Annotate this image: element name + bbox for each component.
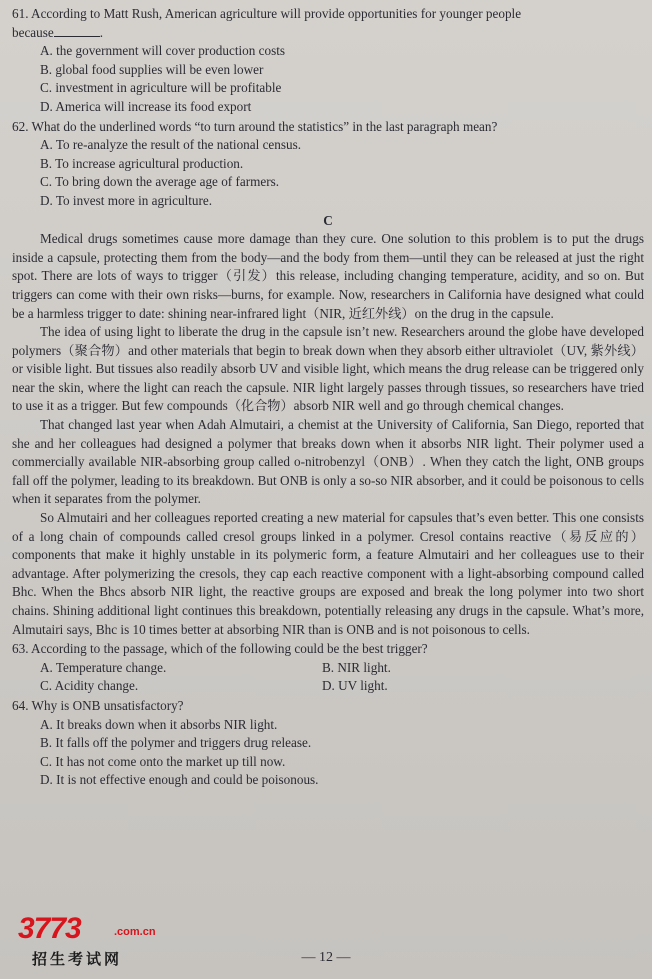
question-62-option-b: B. To increase agricultural production. [40,155,244,171]
question-63-option-d: D. UV light. [322,678,388,694]
question-63-options-row-2 [12,677,644,696]
question-64-option-b: B. It falls off the polymer and triggers drug release. [40,735,312,751]
site-watermark [18,912,188,972]
question-64-stem: 64. Why is ONB unsatisfactory? [12,697,184,713]
passage-paragraph-1: Medical drugs sometimes cause more damage than they cure. One solution to this problem is to put the drugs inside a capsule, protecting them from the body—and the body from them—until they can be released at just the right spot. There are lots of ways to trigger（引发）this release, including changing temperature, acidity, and so on. But triggers can come with their own risks—burns, for example. Now, researchers in California have designed what could be a harmless trigger to date: shining near-infrared light（NIR, 近红外线）on the drug in the capsule. [12,231,644,321]
question-63-stem: 63. According to the passage, which of the following could be the best trigger? [12,641,428,657]
question-64-option-d: D. It is not effective enough and could be poisonous. [40,772,319,788]
question-62 [12,118,644,211]
question-63-options-row-1 [12,659,644,678]
question-63-option-b: B. NIR light. [322,659,391,675]
question-64-option-c: C. It has not come onto the market up till now. [40,753,286,769]
watermark-number: 3773 [18,912,81,945]
watermark-subtitle: 招生考试网 [32,950,123,968]
question-61-option-c: C. investment in agriculture will be profitable [40,80,282,96]
question-61-stem-cont [12,24,644,43]
question-62-option-c: C. To bring down the average age of farmers. [40,174,280,190]
question-61-stem: 61. According to Matt Rush, American agriculture will provide opportunities for younger people [12,6,522,21]
passage-paragraph-3: That changed last year when Adah Almutairi, a chemist at the University of California, San Diego, reported that she and her colleagues had designed a polymer that breaks down when it absorbs NIR light. Their polymer used a commercially available NIR-absorbing group called o-nitrobenzyl（ONB）. When they catch the light, ONB groups fall off the polymer, leading to its breakdown. But ONB is only a so-so NIR absorber, and it could be poisonous to cells when it separates from the polymer. [12,417,644,507]
question-62-stem: 62. What do the underlined words “to turn around the statistics” in the last paragraph mean? [12,118,498,134]
question-63-option-c: C. Acidity change. [40,678,139,694]
passage-paragraph-4: So Almutairi and her colleagues reported creating a new material for capsules that’s even better. This one consists of a long chain of compounds called cresol groups linked in a polymer. Cresol contains reactive（易反应的）components that make it highly unstable in its polymeric form, a feature Almutairi and her colleagues use to their advantage. After polymerizing the cresols, they cap each reactive component with a light-absorbing compound called Bhc. When the Bhcs absorb NIR light, the reactive groups are exposed and break the long polymer into two short chains. Shining additional light continues this breakdown, potentially releasing any drugs in the capsule. What’s more, Almutairi says, Bhc is 10 times better at absorbing NIR than is ONB and is not poisonous to cells. [12,510,644,637]
question-61-because: because [12,24,54,40]
question-61 [12,5,644,117]
page-content [12,4,644,790]
question-62-option-a: A. To re-analyze the result of the national census. [40,137,302,153]
section-title: C [323,212,333,228]
question-61-period: . [99,24,104,40]
answer-blank [54,24,100,37]
question-61-option-b: B. global food supplies will be even lower [40,61,264,77]
question-63-option-a: A. Temperature change. [40,659,167,675]
watermark-domain: .com.cn [114,926,156,938]
passage [12,230,644,639]
passage-paragraph-2: The idea of using light to liberate the drug in the capsule isn’t new. Researchers around the globe have developed polymers（聚合物）and other materials that begin to break down when they absorb either ultraviolet（UV, 紫外线）or visible light. But tissues also readily absorb UV and visible light, which means the drug release can be triggered only near the skin, where the light can reach the capsule. NIR light largely passes through tissues, so researchers have tried to use it as a trigger. But few compounds（化合物）absorb NIR well and go through chemical changes. [12,324,644,414]
question-62-option-d: D. To invest more in agriculture. [40,192,213,208]
question-61-option-d: D. America will increase its food export [40,98,252,114]
question-63 [12,640,644,696]
question-64-option-a: A. It breaks down when it absorbs NIR light. [40,716,278,732]
question-61-option-a: A. the government will cover production costs [40,43,286,59]
page-number: — 12 — [301,950,351,965]
question-64 [12,697,644,790]
